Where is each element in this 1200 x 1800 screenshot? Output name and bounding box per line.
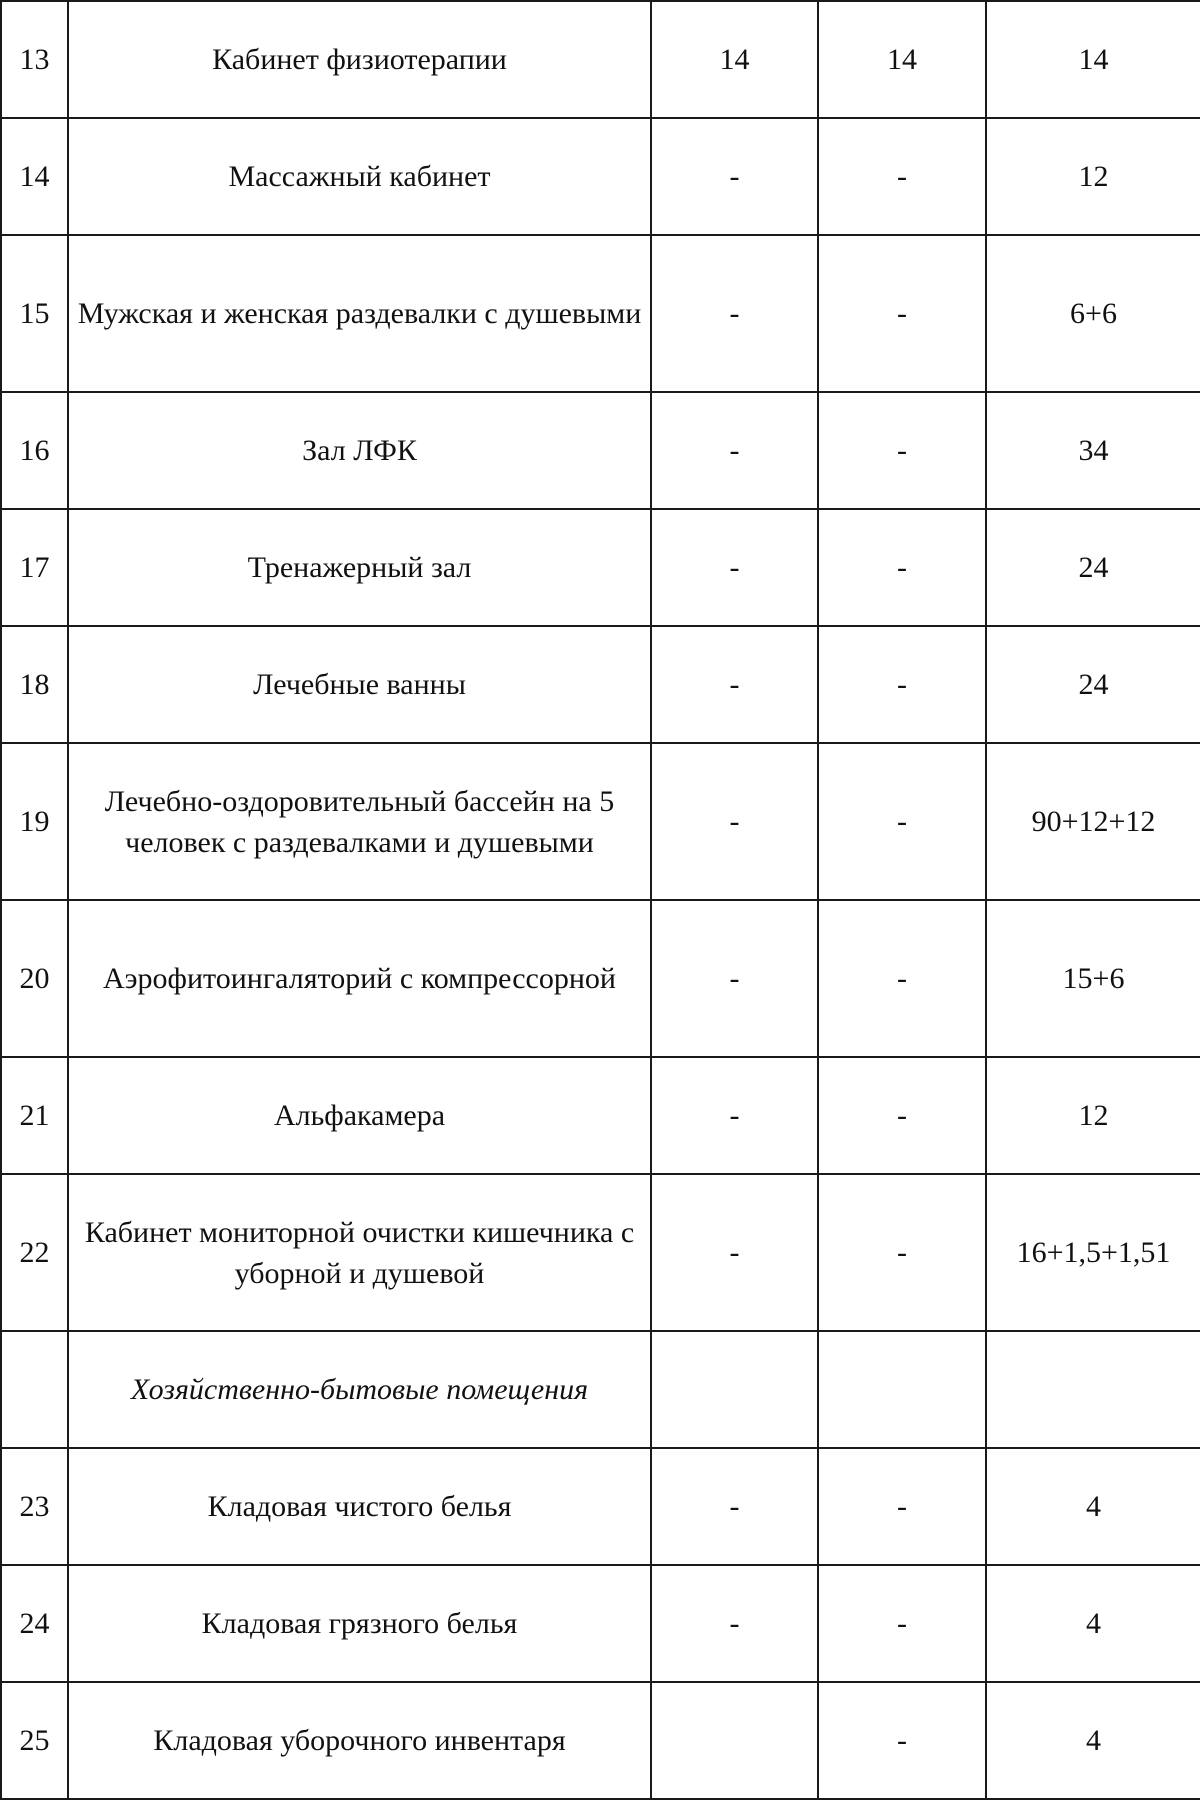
value-col-2: 14 [818, 1, 986, 118]
value-col-1: - [651, 626, 818, 743]
value-col-1: - [651, 392, 818, 509]
room-name: Зал ЛФК [68, 392, 651, 509]
value-col-2: - [818, 1057, 986, 1174]
table-row [1, 1565, 1200, 1682]
value-col-3: 14 [986, 1, 1200, 118]
table-row [1, 1057, 1200, 1174]
room-name: Лечебно-оздоровительный бассейн на 5 человек с раздевалками и душевыми [68, 743, 651, 900]
value-col-3: 24 [986, 626, 1200, 743]
room-name: Кабинет мониторной очистки кишечника с уборной и душевой [68, 1174, 651, 1331]
value-col-1: - [651, 1565, 818, 1682]
row-number: 23 [1, 1448, 68, 1565]
value-col-3: 12 [986, 118, 1200, 235]
value-col-1: - [651, 1448, 818, 1565]
value-col-3: 12 [986, 1057, 1200, 1174]
value-col-1: - [651, 1174, 818, 1331]
row-number: 18 [1, 626, 68, 743]
value-col-3: 15+6 [986, 900, 1200, 1057]
value-col-3: 34 [986, 392, 1200, 509]
value-col-2: - [818, 1174, 986, 1331]
room-name: Хозяйственно-бытовые помещения [68, 1331, 651, 1448]
value-col-2: - [818, 626, 986, 743]
value-col-1: 14 [651, 1, 818, 118]
value-col-3: 90+12+12 [986, 743, 1200, 900]
row-number: 17 [1, 509, 68, 626]
value-col-3: 4 [986, 1565, 1200, 1682]
table-row [1, 626, 1200, 743]
value-col-1: - [651, 900, 818, 1057]
value-col-1: - [651, 118, 818, 235]
room-name: Кабинет физиотерапии [68, 1, 651, 118]
value-col-2 [818, 1331, 986, 1448]
room-name: Кладовая чистого белья [68, 1448, 651, 1565]
section-header-row [1, 1331, 1200, 1448]
value-col-2: - [818, 1682, 986, 1799]
room-name: Аэрофитоингаляторий с компрессорной [68, 900, 651, 1057]
table-row [1, 1174, 1200, 1331]
room-name: Массажный кабинет [68, 118, 651, 235]
table-row [1, 509, 1200, 626]
value-col-2: - [818, 743, 986, 900]
value-col-1: - [651, 743, 818, 900]
value-col-3: 16+1,5+1,51 [986, 1174, 1200, 1331]
table-row [1, 392, 1200, 509]
row-number: 22 [1, 1174, 68, 1331]
value-col-3 [986, 1331, 1200, 1448]
row-number: 15 [1, 235, 68, 392]
rooms-table-body [1, 1, 1200, 1799]
table-row [1, 1, 1200, 118]
value-col-2: - [818, 900, 986, 1057]
row-number [1, 1331, 68, 1448]
value-col-2: - [818, 392, 986, 509]
value-col-2: - [818, 118, 986, 235]
value-col-1: - [651, 1057, 818, 1174]
value-col-1 [651, 1682, 818, 1799]
room-name: Мужская и женская раздевалки с душевыми [68, 235, 651, 392]
room-name: Кладовая грязного белья [68, 1565, 651, 1682]
room-name: Лечебные ванны [68, 626, 651, 743]
value-col-2: - [818, 235, 986, 392]
room-name: Альфакамера [68, 1057, 651, 1174]
value-col-2: - [818, 1565, 986, 1682]
room-name: Кладовая уборочного инвентаря [68, 1682, 651, 1799]
value-col-3: 24 [986, 509, 1200, 626]
value-col-3: 4 [986, 1682, 1200, 1799]
room-name: Тренажерный зал [68, 509, 651, 626]
row-number: 14 [1, 118, 68, 235]
table-row [1, 118, 1200, 235]
value-col-1: - [651, 235, 818, 392]
row-number: 16 [1, 392, 68, 509]
row-number: 25 [1, 1682, 68, 1799]
row-number: 19 [1, 743, 68, 900]
value-col-1 [651, 1331, 818, 1448]
table-row [1, 1448, 1200, 1565]
row-number: 20 [1, 900, 68, 1057]
table-row [1, 900, 1200, 1057]
table-row [1, 1682, 1200, 1799]
value-col-3: 4 [986, 1448, 1200, 1565]
value-col-3: 6+6 [986, 235, 1200, 392]
row-number: 21 [1, 1057, 68, 1174]
row-number: 13 [1, 1, 68, 118]
value-col-2: - [818, 1448, 986, 1565]
value-col-1: - [651, 509, 818, 626]
table-row [1, 235, 1200, 392]
table-row [1, 743, 1200, 900]
row-number: 24 [1, 1565, 68, 1682]
value-col-2: - [818, 509, 986, 626]
